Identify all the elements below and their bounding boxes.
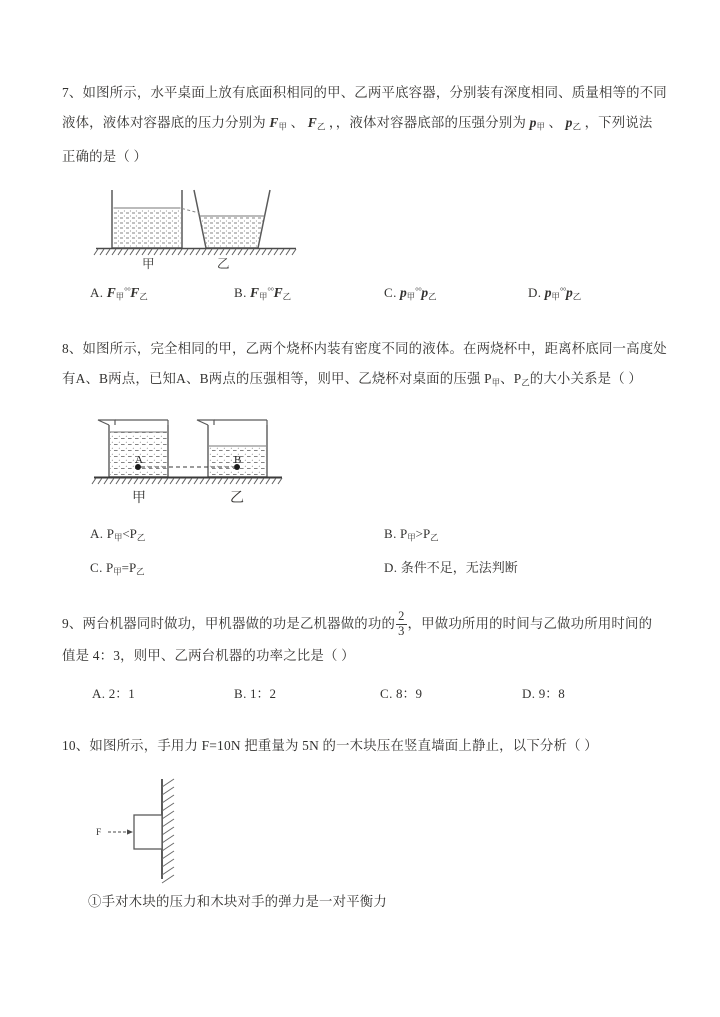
q8-opt-d-text: 条件不足，无法判断 bbox=[400, 559, 518, 575]
q7-option-a[interactable]: A. $F_甲^\circ^\circ F_乙$ bbox=[90, 278, 148, 312]
q8-option-a[interactable]: A. $P_甲<P_乙$ bbox=[90, 525, 146, 543]
two-beakers-svg bbox=[86, 411, 306, 511]
q9-line-2 bbox=[62, 641, 658, 671]
q9-options bbox=[62, 679, 658, 709]
q7-line-3 bbox=[62, 142, 658, 172]
q8-figure bbox=[62, 411, 658, 511]
q7-opt-a-left: $F_甲$ bbox=[106, 285, 125, 302]
two-flat-bottom-containers-svg bbox=[90, 180, 320, 272]
q7-opt-b-operator: °° bbox=[267, 286, 274, 297]
q9-option-b[interactable]: B. 1：2 bbox=[234, 685, 276, 701]
q8-opt-c-expr: $P_甲=P_乙$ bbox=[105, 559, 145, 577]
q9-opt-d-text: 9：8 bbox=[538, 685, 565, 701]
q9-fraction-numerator: 2 bbox=[398, 609, 405, 624]
q7-opt-c-left: $p_甲$ bbox=[399, 285, 416, 302]
var-F-yi: $F_乙$ bbox=[307, 115, 326, 132]
q10-statement-1-text: ①手对木块的压力和木块对手的弹力是一对平衡力 bbox=[88, 893, 387, 909]
q8-line-2-text: 有A、B两点，已知A、B两点的压强相等，则甲、乙烧杯对桌面的压强 P bbox=[62, 371, 492, 387]
var-F-jia: $F_甲$ bbox=[269, 115, 288, 132]
q7-comma-1: ， bbox=[328, 115, 336, 130]
svg-text:A: A bbox=[135, 453, 143, 466]
q8-number: 8、 bbox=[62, 341, 83, 357]
q7-line-2 bbox=[62, 108, 658, 142]
q10-force-label: F bbox=[96, 827, 102, 838]
q7-figure bbox=[62, 180, 658, 272]
block-against-wall-svg bbox=[90, 773, 220, 885]
q7-option-d[interactable]: D. $p_甲^\circ^\circ p_乙$ bbox=[528, 278, 581, 312]
q8-sub-jia: 甲 bbox=[491, 378, 501, 388]
q9-line-2-text: 值是 4：3，则甲、乙两台机器的功率之比是（ ） bbox=[62, 647, 355, 663]
q7-opt-d-left: $p_甲$ bbox=[544, 285, 560, 302]
q10-line-1-text: 如图所示，手用力 F=10N 把重量为 5N 的一木块压在竖直墙面上静止，以下分析（ ） bbox=[89, 737, 598, 753]
q8-sub-yi: 乙 bbox=[521, 378, 530, 388]
q8-line-2-text-b: 、P bbox=[500, 371, 522, 387]
q10-line-1 bbox=[62, 731, 658, 761]
q9-line-1-text-a: 两台机器同时做功，甲机器做的功是乙机器做的功的 bbox=[82, 615, 396, 631]
question-9 bbox=[62, 607, 658, 709]
svg-text:B: B bbox=[234, 453, 242, 466]
q9-option-c[interactable]: C. 8：9 bbox=[380, 685, 422, 701]
q9-number: 9、 bbox=[62, 615, 83, 631]
q8-line-2-text-c: 的大小关系是（ ） bbox=[529, 371, 643, 387]
q9-option-a[interactable]: A. 2：1 bbox=[92, 685, 135, 701]
q10-statement-1 bbox=[62, 887, 658, 917]
document-content bbox=[62, 78, 667, 917]
var-p-yi: $p_乙$ bbox=[565, 115, 581, 132]
q8-option-b[interactable]: B. $P_甲>P_乙$ bbox=[384, 525, 439, 543]
q8-line-1-text: 如图所示，完全相同的甲，乙两个烧杯内装有密度不同的液体。在两烧杯中，距离杯底同一高度处 bbox=[82, 341, 667, 357]
q7-opt-d-operator: °° bbox=[559, 286, 567, 297]
q8-opt-a-expr: $P_甲<P_乙$ bbox=[106, 525, 146, 543]
q7-opt-b-right: $F_乙$ bbox=[273, 285, 291, 302]
q7-opt-c-operator: °° bbox=[415, 286, 422, 297]
q10-figure bbox=[62, 773, 658, 885]
q7-opt-d-right: $p_乙$ bbox=[566, 285, 582, 302]
q7-line-2-text-c: ，下列说法 bbox=[584, 115, 653, 130]
var-p-jia: $p_甲$ bbox=[529, 115, 545, 132]
q9-opt-a-text: 2：1 bbox=[108, 685, 135, 701]
question-8 bbox=[62, 334, 667, 582]
q7-line-1 bbox=[62, 78, 667, 108]
q8-line-1 bbox=[62, 334, 667, 364]
q9-option-d[interactable]: D. 9：8 bbox=[522, 685, 565, 701]
q8-fig-label-jia: 甲 bbox=[132, 490, 146, 506]
q7-opt-b-left: $F_甲$ bbox=[249, 285, 268, 302]
question-10 bbox=[62, 731, 658, 917]
q7-opt-a-operator: °° bbox=[124, 286, 131, 297]
q8-option-d[interactable]: D. 条件不足，无法判断 bbox=[384, 559, 518, 575]
q8-opt-b-expr: $P_甲>P_乙$ bbox=[399, 525, 439, 543]
q8-line-2 bbox=[62, 364, 658, 398]
q7-fig-label-yi: 乙 bbox=[217, 257, 230, 272]
q8-options-row-2 bbox=[62, 553, 658, 583]
q7-option-c[interactable]: C. $p_甲^\circ^\circ p_乙$ bbox=[384, 278, 436, 312]
q9-fraction bbox=[396, 610, 406, 638]
question-7 bbox=[62, 78, 667, 308]
q8-options-row-1 bbox=[62, 519, 658, 549]
q7-sep-2: 、 bbox=[548, 115, 563, 130]
q7-option-b[interactable]: B. $F_甲^\circ^\circ F_乙$ bbox=[234, 278, 291, 312]
q9-opt-c-text: 8：9 bbox=[395, 685, 422, 701]
q9-fraction-denominator: 3 bbox=[398, 623, 405, 638]
q7-line-1-text: 如图所示，水平桌面上放有底面积相同的甲、乙两平底容器，分别装有深度相同、质量相等的不同 bbox=[82, 85, 667, 100]
q9-opt-b-text: 1：2 bbox=[249, 685, 276, 701]
q7-line-2-text-b: ，液体对容器底部的压强分别为 bbox=[335, 115, 527, 130]
q7-line-2-text: 液体，液体对容器底的压力分别为 bbox=[62, 115, 266, 130]
q10-number: 10、 bbox=[62, 737, 90, 753]
q7-fig-label-jia: 甲 bbox=[142, 257, 155, 272]
q7-options bbox=[62, 278, 658, 308]
q7-opt-c-right: $p_乙$ bbox=[421, 285, 437, 302]
q7-line-3-text: 正确的是（ ） bbox=[62, 149, 148, 165]
q9-line-1-text-b: ，甲做功所用的时间与乙做功所用时间的 bbox=[407, 615, 653, 631]
q7-opt-a-right: $F_乙$ bbox=[130, 285, 148, 302]
q8-option-c[interactable]: C. $P_甲=P_乙$ bbox=[90, 559, 145, 577]
q7-number: 7、 bbox=[62, 85, 83, 100]
q9-line-1 bbox=[62, 607, 658, 641]
q7-sep-1: 、 bbox=[290, 115, 305, 130]
q8-fig-label-yi: 乙 bbox=[230, 490, 244, 506]
